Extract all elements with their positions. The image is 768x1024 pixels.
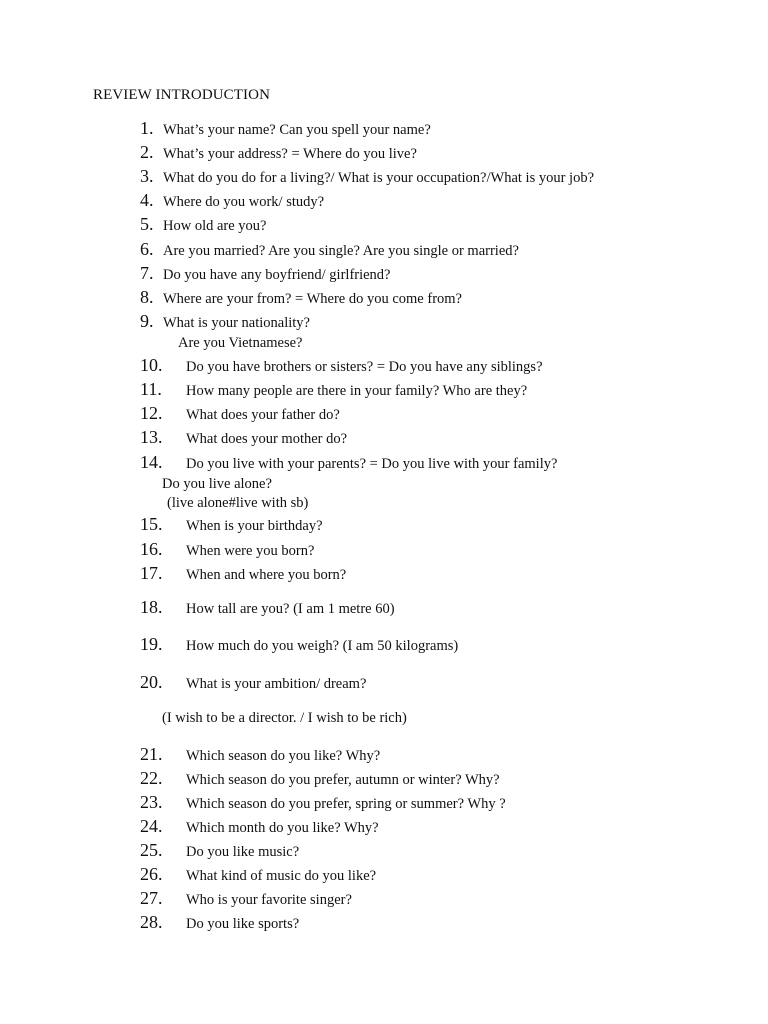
question-text: When were you born? xyxy=(186,543,315,559)
item-number: 15. xyxy=(140,514,163,534)
item-number: 7. xyxy=(140,263,154,283)
question-text: Which month do you like? Why? xyxy=(186,820,379,836)
question-text: Do you like music? xyxy=(186,844,300,860)
item-number: 13. xyxy=(140,427,163,447)
item-number: 6. xyxy=(140,239,154,259)
item-number: 12. xyxy=(140,403,163,423)
question-text: What is your ambition/ dream? xyxy=(186,676,367,692)
sub-question: Do you live alone? xyxy=(162,476,272,492)
question-text: How tall are you? (I am 1 metre 60) xyxy=(186,601,395,617)
question-text: Which season do you prefer, spring or summer? Why ? xyxy=(186,796,506,812)
item-number: 17. xyxy=(140,563,163,583)
item-number: 10. xyxy=(140,355,163,375)
item-number: 4. xyxy=(140,190,154,210)
question-text: Who is your favorite singer? xyxy=(186,892,352,908)
question-text: Do you like sports? xyxy=(186,916,300,932)
question-text: Where do you work/ study? xyxy=(163,194,325,210)
item-number: 27. xyxy=(140,888,163,908)
item-number: 14. xyxy=(140,452,163,472)
item-number: 20. xyxy=(140,672,163,692)
item-number: 22. xyxy=(140,768,163,788)
question-text: What kind of music do you like? xyxy=(186,868,377,884)
item-number: 9. xyxy=(140,311,154,331)
item-number: 5. xyxy=(140,214,154,234)
question-text: When and where you born? xyxy=(186,567,347,583)
item-number: 18. xyxy=(140,597,163,617)
item-number: 1. xyxy=(140,118,154,138)
item-number: 16. xyxy=(140,539,163,559)
question-text: How many people are there in your family? Who are they? xyxy=(186,383,528,399)
question-text: What does your mother do? xyxy=(186,431,348,447)
question-text: What’s your name? Can you spell your name? xyxy=(163,122,431,138)
item-number: 21. xyxy=(140,744,163,764)
question-text: Which season do you prefer, autumn or winter? Why? xyxy=(186,772,500,788)
question-text: How much do you weigh? (I am 50 kilograms) xyxy=(186,638,459,654)
sub-question: Are you Vietnamese? xyxy=(178,335,303,351)
item-number: 24. xyxy=(140,816,163,836)
item-number: 28. xyxy=(140,912,163,932)
question-text: Do you have brothers or sisters? = Do you have any siblings? xyxy=(186,359,543,375)
question-text: When is your birthday? xyxy=(186,518,323,534)
question-text: What does your father do? xyxy=(186,407,340,423)
item-number: 8. xyxy=(140,287,154,307)
document-title: REVIEW INTRODUCTION xyxy=(93,87,271,103)
question-text: What’s your address? = Where do you live? xyxy=(163,146,417,162)
question-text: What do you do for a living?/ What is your occupation?/What is your job? xyxy=(163,170,594,186)
question-text: Which season do you like? Why? xyxy=(186,748,381,764)
item-number: 3. xyxy=(140,166,154,186)
sub-note: (live alone#live with sb) xyxy=(167,495,309,511)
sub-note: (I wish to be a director. / I wish to be rich) xyxy=(162,710,407,726)
question-text: Do you have any boyfriend/ girlfriend? xyxy=(163,267,391,283)
question-text: How old are you? xyxy=(163,218,267,234)
item-number: 2. xyxy=(140,142,154,162)
item-number: 23. xyxy=(140,792,163,812)
question-text: Are you married? Are you single? Are you single or married? xyxy=(163,243,519,259)
question-text: Do you live with your parents? = Do you live with your family? xyxy=(186,456,558,472)
item-number: 25. xyxy=(140,840,163,860)
question-text: Where are your from? = Where do you come from? xyxy=(163,291,462,307)
item-number: 26. xyxy=(140,864,163,884)
question-text: What is your nationality? xyxy=(163,315,310,331)
item-number: 11. xyxy=(140,379,162,399)
item-number: 19. xyxy=(140,634,163,654)
